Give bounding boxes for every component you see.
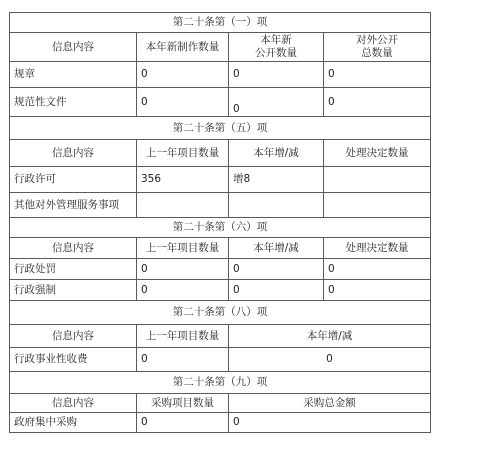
header-info-content: 信息内容 xyxy=(10,238,137,259)
header-new-made: 本年新制作数量 xyxy=(137,33,229,62)
cell-value: 0 xyxy=(324,88,431,117)
cell-value: 增8 xyxy=(229,167,324,193)
table-row xyxy=(10,413,431,433)
header-info-content: 信息内容 xyxy=(10,394,137,413)
cell-value: 0 xyxy=(137,88,229,117)
cell-value: 0 xyxy=(137,413,229,433)
header-last-year-count: 上一年项目数量 xyxy=(137,140,229,167)
row-label: 其他对外管理服务事项 xyxy=(10,193,137,218)
header-new-public: 本年新 公开数量 xyxy=(229,33,324,62)
cell-value: 0 xyxy=(324,259,431,280)
cell-value: 356 xyxy=(137,167,229,193)
cell-value: 0 xyxy=(324,62,431,88)
cell-value: 0 xyxy=(137,259,229,280)
table-row xyxy=(10,259,431,280)
table-row xyxy=(10,62,431,88)
disclosure-table xyxy=(9,12,431,433)
cell-value xyxy=(324,193,431,218)
cell-value: 0 xyxy=(229,88,324,117)
section-title: 第二十条第（五）项 xyxy=(10,117,431,140)
header-info-content: 信息内容 xyxy=(10,33,137,62)
header-decision-count: 处理决定数量 xyxy=(324,140,431,167)
section-title: 第二十条第（一）项 xyxy=(10,13,431,33)
cell-value xyxy=(229,193,324,218)
cell-value: 0 xyxy=(229,259,324,280)
table-row xyxy=(10,348,431,372)
cell-value xyxy=(137,193,229,218)
header-purchase-amount: 采购总金额 xyxy=(229,394,431,413)
header-purchase-count: 采购项目数量 xyxy=(137,394,229,413)
header-change: 本年增/减 xyxy=(229,325,431,348)
row-label: 行政许可 xyxy=(10,167,137,193)
header-info-content: 信息内容 xyxy=(10,325,137,348)
section-title: 第二十条第（九）项 xyxy=(10,372,431,394)
header-change: 本年增/减 xyxy=(229,238,324,259)
table-row xyxy=(10,193,431,218)
row-label: 规章 xyxy=(10,62,137,88)
row-label: 行政处罚 xyxy=(10,259,137,280)
header-total-public: 对外公开 总数量 xyxy=(324,33,431,62)
section-title: 第二十条第（八）项 xyxy=(10,301,431,325)
cell-value: 0 xyxy=(137,280,229,301)
cell-value: 0 xyxy=(137,348,229,372)
cell-value: 0 xyxy=(324,280,431,301)
cell-value: 0 xyxy=(229,62,324,88)
header-change: 本年增/减 xyxy=(229,140,324,167)
table-row xyxy=(10,88,431,117)
row-label: 政府集中采购 xyxy=(10,413,137,433)
header-last-year-count: 上一年项目数量 xyxy=(137,325,229,348)
cell-value: 0 xyxy=(229,348,431,372)
table-row xyxy=(10,280,431,301)
table-row xyxy=(10,167,431,193)
cell-value: 0 xyxy=(229,280,324,301)
row-label: 行政强制 xyxy=(10,280,137,301)
section-title: 第二十条第（六）项 xyxy=(10,218,431,238)
header-info-content: 信息内容 xyxy=(10,140,137,167)
cell-value: 0 xyxy=(229,413,431,433)
header-last-year-count: 上一年项目数量 xyxy=(137,238,229,259)
row-label: 行政事业性收费 xyxy=(10,348,137,372)
header-decision-count: 处理决定数量 xyxy=(324,238,431,259)
cell-value xyxy=(324,167,431,193)
cell-value: 0 xyxy=(137,62,229,88)
row-label: 规范性文件 xyxy=(10,88,137,117)
